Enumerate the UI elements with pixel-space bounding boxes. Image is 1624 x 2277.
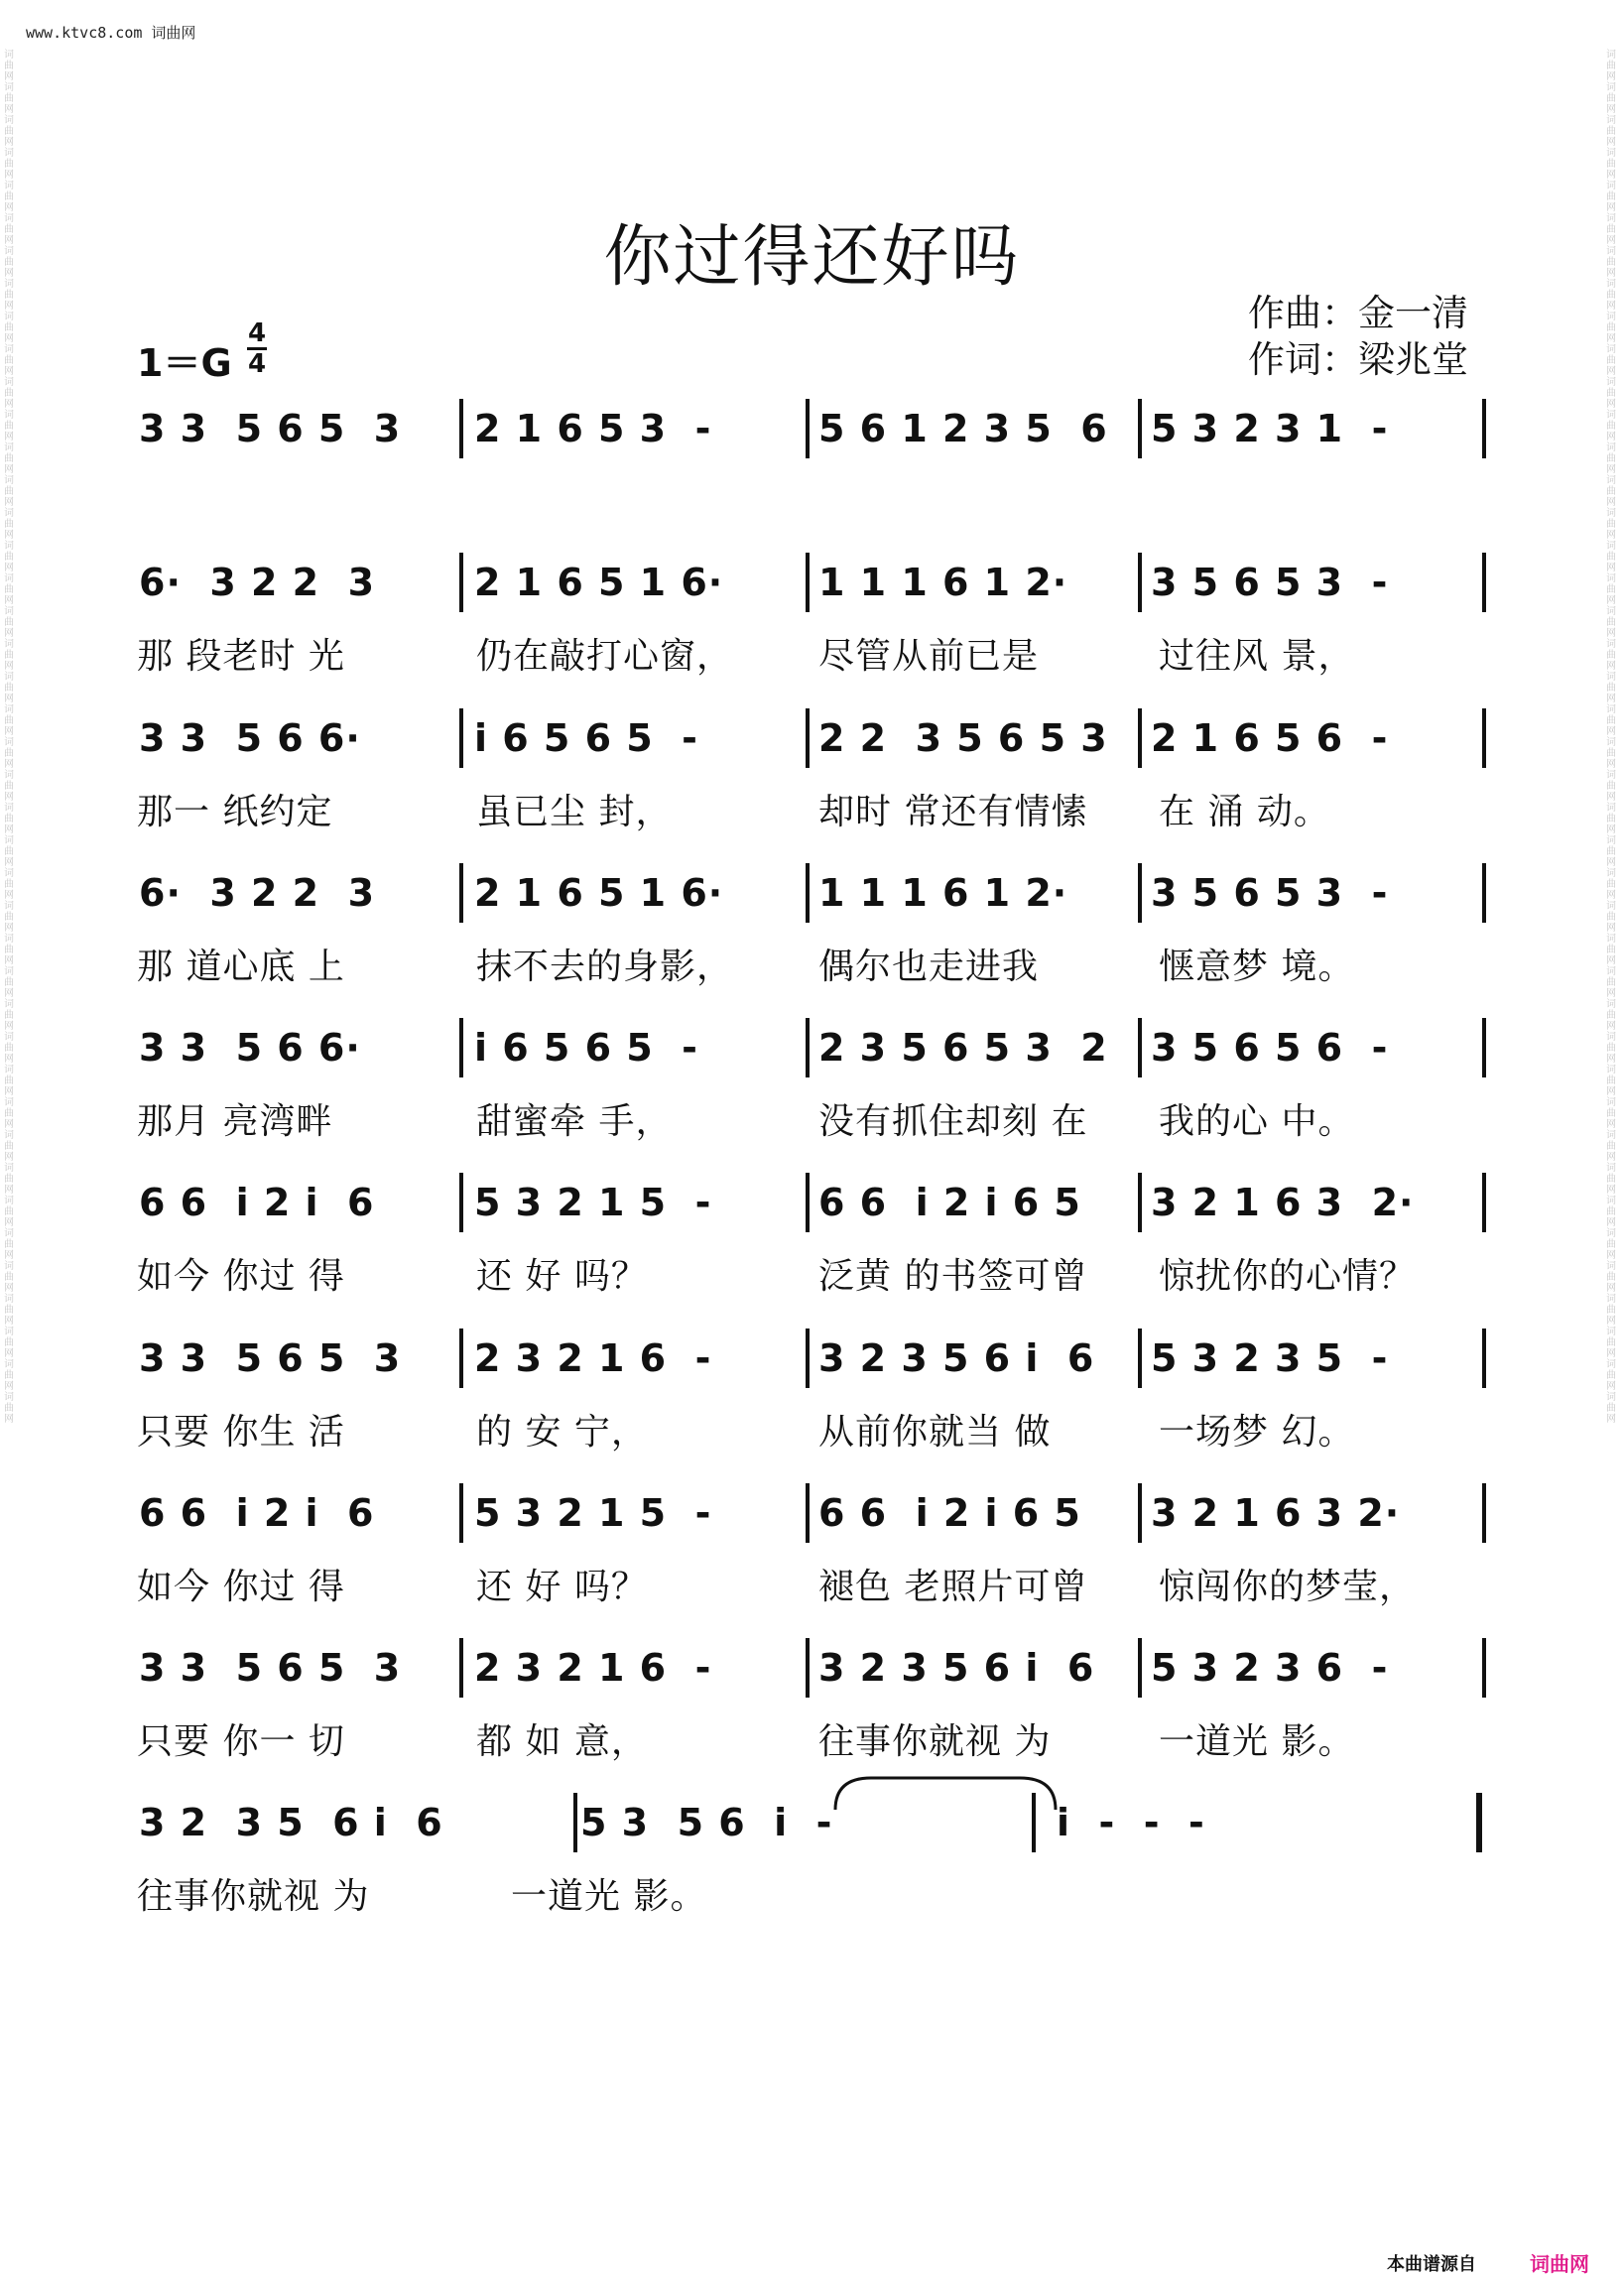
barline	[459, 399, 463, 458]
barline	[459, 708, 463, 768]
left-watermark-strip: 词曲网词曲网词曲网词曲网词曲网词曲网词曲网词曲网词曲网词曲网词曲网词曲网词曲网词曲网词曲网词曲网词曲网词曲网词曲网词曲网词曲网词曲网词曲网词曲网词曲网词曲网词曲网词曲网词曲网词曲网词曲网词曲网词曲网词曲网词曲网词曲网词曲网词曲网词曲网词曲网词曲网词曲网	[4, 50, 14, 1425]
lyric-line: 只要 你一 切	[137, 1721, 345, 1762]
measure: 3 3 5 6 5 3	[139, 1336, 402, 1380]
measure: 5 3 2 3 5 -	[1151, 1336, 1389, 1380]
barline	[1482, 553, 1486, 612]
measure: 5 3 2 3 6 -	[1151, 1646, 1389, 1690]
lyric-line: 虽已尘 封，	[476, 792, 673, 832]
lyric-line: 还 好 吗？	[476, 1567, 648, 1607]
footer-site-link[interactable]: 词曲网	[1530, 2252, 1589, 2276]
measure: 2 1 6 5 1 6·	[474, 871, 724, 915]
lyric-line: 惊扰你的心情？	[1159, 1256, 1417, 1297]
barline	[459, 1328, 463, 1388]
measure: 2 3 5 6 5 3 2	[818, 1026, 1108, 1070]
lyric-line: 一场梦 幻。	[1159, 1412, 1355, 1453]
measure: 5 3 5 6 i -	[580, 1801, 833, 1844]
lyric-line: 没有抓住却刻 在	[818, 1101, 1088, 1142]
lyric-line: 尽管从前已是	[818, 636, 1040, 677]
lyric-line: 那 段老时 光	[137, 636, 345, 677]
measure: 2 2 3 5 6 5 3	[818, 716, 1108, 760]
barline	[806, 1638, 810, 1698]
barline	[1482, 863, 1486, 923]
barline	[806, 1018, 810, 1077]
barline	[806, 863, 810, 923]
lyric-line: 往事你就视 为	[818, 1721, 1052, 1762]
barline	[459, 863, 463, 923]
measure: i 6 5 6 5 -	[474, 1026, 698, 1070]
measure: 5 3 2 3 1 -	[1151, 407, 1389, 450]
measure: 1 1 1 6 1 2·	[818, 871, 1068, 915]
measure: 6· 3 2 2 3	[139, 561, 376, 604]
barline	[806, 1173, 810, 1232]
tie-arc	[831, 1774, 1060, 1814]
barline	[1476, 1793, 1482, 1852]
song-title: 你过得还好吗	[603, 218, 1021, 297]
barline	[1138, 1173, 1142, 1232]
measure: 3 2 1 6 3 2·	[1151, 1181, 1415, 1224]
barline	[1138, 1018, 1142, 1077]
barline	[1138, 553, 1142, 612]
measure: 1 1 1 6 1 2·	[818, 561, 1068, 604]
measure: 5 3 2 1 5 -	[474, 1181, 712, 1224]
measure: 6 6 i 2 i 6 5	[818, 1181, 1081, 1224]
measure: 2 3 2 1 6 -	[474, 1646, 712, 1690]
measure: 3 5 6 5 3 -	[1151, 871, 1389, 915]
barline	[573, 1793, 577, 1852]
measure: 3 5 6 5 6 -	[1151, 1026, 1389, 1070]
lyric-line: 在 涌 动。	[1159, 792, 1330, 832]
barline	[806, 399, 810, 458]
measure: i - - -	[1057, 1801, 1205, 1844]
measure: 3 2 3 5 6 i 6	[818, 1336, 1095, 1380]
barline	[1138, 1328, 1142, 1388]
lyric-line: 往事你就视 为	[137, 1876, 370, 1917]
barline	[1138, 1483, 1142, 1543]
measure: 6 6 i 2 i 6	[139, 1491, 375, 1535]
lyric-line: 过往风 景，	[1159, 636, 1355, 677]
barline	[1482, 1328, 1486, 1388]
barline	[459, 553, 463, 612]
lyric-line: 偶尔也走进我	[818, 947, 1040, 987]
right-watermark-strip: 词曲网词曲网词曲网词曲网词曲网词曲网词曲网词曲网词曲网词曲网词曲网词曲网词曲网词曲网词曲网词曲网词曲网词曲网词曲网词曲网词曲网词曲网词曲网词曲网词曲网词曲网词曲网词曲网词曲网词曲网词曲网词曲网词曲网词曲网词曲网词曲网词曲网词曲网词曲网词曲网词曲网词曲网	[1606, 50, 1616, 1425]
notation-row	[0, 1646, 1624, 1706]
lyric-line: 却时 常还有情愫	[818, 792, 1088, 832]
lyric-line: 那 道心底 上	[137, 947, 345, 987]
measure: 3 5 6 5 3 -	[1151, 561, 1389, 604]
measure: 3 3 5 6 5 3	[139, 1646, 402, 1690]
barline	[806, 1328, 810, 1388]
measure: 5 3 2 1 5 -	[474, 1491, 712, 1535]
lyric-line: 还 好 吗？	[476, 1256, 648, 1297]
lyric-line: 从前你就当 做	[818, 1412, 1052, 1453]
barline	[1482, 1638, 1486, 1698]
lyric-line: 抹不去的身影，	[476, 947, 734, 987]
notation-row	[0, 1801, 1624, 1860]
barline	[806, 1483, 810, 1543]
barline	[1138, 863, 1142, 923]
notation-row	[0, 1491, 1624, 1551]
lyric-line: 惬意梦 境。	[1159, 947, 1355, 987]
barline	[459, 1018, 463, 1077]
measure: 3 3 5 6 6·	[139, 716, 361, 760]
footer-source-label: 本曲谱源自	[1387, 2254, 1476, 2275]
lyric-line: 如今 你过 得	[137, 1256, 345, 1297]
barline	[1138, 708, 1142, 768]
lyric-line: 如今 你过 得	[137, 1567, 345, 1607]
notation-row	[0, 871, 1624, 931]
composer-credit: 作曲：金一清	[1248, 292, 1468, 334]
barline	[1482, 1173, 1486, 1232]
lyric-line: 甜蜜牵 手，	[476, 1101, 673, 1142]
lyric-line: 一道光 影。	[1159, 1721, 1355, 1762]
time-sig-bottom: 4	[247, 349, 267, 379]
barline	[1482, 399, 1486, 458]
notation-row	[0, 1026, 1624, 1085]
measure: 3 3 5 6 5 3	[139, 407, 402, 450]
lyric-line: 惊闯你的梦莹，	[1159, 1567, 1417, 1607]
lyric-line: 一道光 影。	[511, 1876, 707, 1917]
notation-row	[0, 1181, 1624, 1240]
time-signature	[246, 319, 268, 378]
barline	[459, 1173, 463, 1232]
measure: 3 2 3 5 6 i 6	[139, 1801, 443, 1844]
measure: 2 1 6 5 1 6·	[474, 561, 724, 604]
lyric-line: 的 安 宁，	[476, 1412, 648, 1453]
barline	[1482, 1483, 1486, 1543]
lyric-line: 只要 你生 活	[137, 1412, 345, 1453]
measure: 2 1 6 5 3 -	[474, 407, 712, 450]
lyric-line: 泛黄 的书签可曾	[818, 1256, 1088, 1297]
lyricist-credit: 作词：梁兆堂	[1248, 338, 1468, 381]
lyric-line: 褪色 老照片可曾	[818, 1567, 1088, 1607]
measure: 2 1 6 5 6 -	[1151, 716, 1389, 760]
notation-row	[0, 716, 1624, 776]
barline	[1138, 1638, 1142, 1698]
key-signature: 1＝G	[137, 341, 232, 385]
notation-row	[0, 407, 1624, 466]
notation-row	[0, 561, 1624, 620]
site-url[interactable]: www.ktvc8.com 词曲网	[26, 24, 196, 42]
barline	[1482, 1018, 1486, 1077]
time-sig-top: 4	[247, 318, 267, 348]
measure: 6 6 i 2 i 6	[139, 1181, 375, 1224]
lyric-line: 那一 纸约定	[137, 792, 333, 832]
measure: 6· 3 2 2 3	[139, 871, 376, 915]
lyric-line: 仍在敲打心窗，	[476, 636, 734, 677]
measure: i 6 5 6 5 -	[474, 716, 698, 760]
barline	[459, 1483, 463, 1543]
lyric-line: 那月 亮湾畔	[137, 1101, 333, 1142]
measure: 3 2 3 5 6 i 6	[818, 1646, 1095, 1690]
measure: 6 6 i 2 i 6 5	[818, 1491, 1081, 1535]
barline	[459, 1638, 463, 1698]
lyric-line: 我的心 中。	[1159, 1101, 1355, 1142]
measure: 3 2 1 6 3 2·	[1151, 1491, 1401, 1535]
barline	[806, 708, 810, 768]
barline	[806, 553, 810, 612]
barline	[1138, 399, 1142, 458]
measure: 5 6 1 2 3 5 6	[818, 407, 1108, 450]
notation-row	[0, 1336, 1624, 1396]
lyric-line: 都 如 意，	[476, 1721, 648, 1762]
barline	[1482, 708, 1486, 768]
measure: 3 3 5 6 6·	[139, 1026, 361, 1070]
measure: 2 3 2 1 6 -	[474, 1336, 712, 1380]
